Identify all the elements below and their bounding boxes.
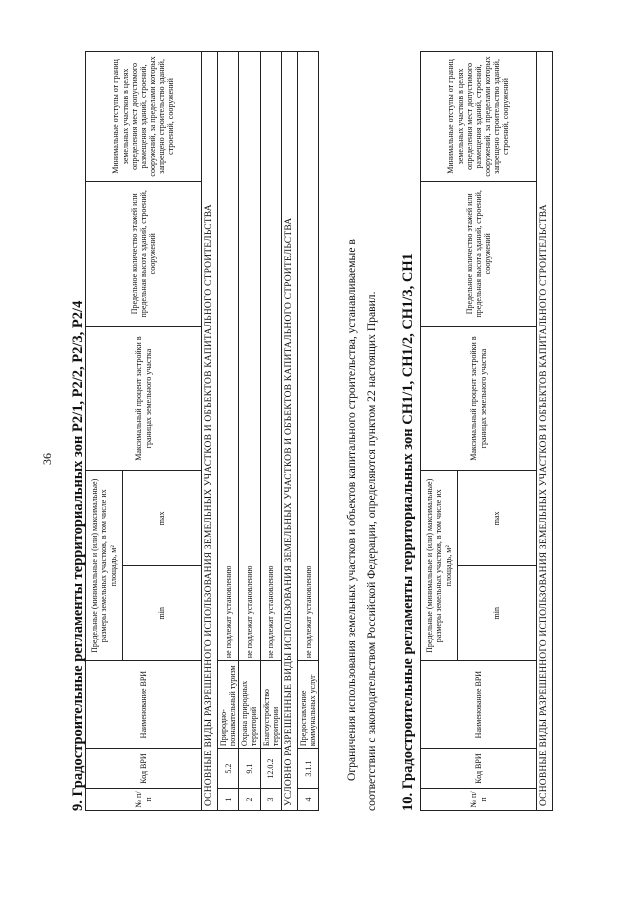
header-sizes: Предельные (минимальные и (или) максимальные) размеры земельных участков, в том числе их площадь, м² — [421, 471, 458, 661]
row-value: не подлежат установлению — [260, 52, 281, 661]
table-row — [239, 52, 260, 811]
row-name: Охрана природных территорий — [239, 661, 260, 749]
header-floors: Предельное количество этажей или предельная высота зданий, строений, сооружений — [86, 181, 202, 326]
row-num: 4 — [297, 789, 318, 811]
header-code: Код ВРИ — [86, 749, 202, 789]
regulations-table-10 — [420, 51, 553, 811]
row-name: Природно-познавательный туризм — [217, 661, 238, 749]
table-row — [260, 52, 281, 811]
header-num: № п/п — [421, 789, 537, 811]
row-num: 3 — [260, 789, 281, 811]
section-main-label: ОСНОВНЫЕ ВИДЫ РАЗРЕШЕННОГО ИСПОЛЬЗОВАНИЯ ЗЕМЕЛЬНЫХ УЧАСТКОВ И ОБЪЕКТОВ КАПИТАЛЬНОГО СТРОИТЕЛЬСТВА — [537, 52, 553, 811]
header-setbacks: Минимальные отступы от границ земельных участков в целях определения мест допустимого размещения зданий, строений, сооружений, за пределами которых запрещено строительство зданий, строений, сооружений — [86, 52, 202, 182]
header-percent: Максимальный процент застройки в границах земельного участка — [421, 326, 537, 471]
header-sizes: Предельные (минимальные и (или) максимальные) размеры земельных участков, в том числе их площадь, м² — [86, 471, 123, 661]
page-number: 36 — [40, 453, 54, 465]
row-code: 3.1.1 — [297, 749, 318, 789]
section10-title: 10. Градостроительные регламенты территориальных зон СН1/1, СН1/2, СН1/3, СН1 — [400, 253, 416, 811]
header-name: Наименование ВРИ — [86, 661, 202, 749]
header-name: Наименование ВРИ — [421, 661, 537, 749]
header-max: max — [123, 471, 202, 566]
table-row — [297, 52, 318, 811]
paragraph-line-1: Ограничения использования земельных участков и объектов капитального строительства, устанавливаемые в — [345, 239, 358, 781]
section9-title: 9. Градостроительные регламенты территориальных зон Р2/1, Р2/2, Р2/3, Р2/4 — [70, 300, 86, 811]
restrictions-paragraph — [342, 51, 382, 811]
regulations-table-9 — [85, 51, 319, 811]
header-setbacks: Минимальные отступы от границ земельных участков в целях определения мест допустимого размещения зданий, строений, сооружений, за пределами которых запрещено строительство зданий, строений, сооружений — [421, 52, 537, 182]
paragraph-line-2: соответствии с законодательством Российской Федерации, определяются пунктом 22 настоящих Правил. — [365, 291, 378, 811]
header-num: № п/п — [86, 789, 202, 811]
row-code: 5.2 — [217, 749, 238, 789]
row-name: Благоустройство территории — [260, 661, 281, 749]
header-min: min — [123, 566, 202, 661]
row-code: 9.1 — [239, 749, 260, 789]
section-main-label: ОСНОВНЫЕ ВИДЫ РАЗРЕШЕННОГО ИСПОЛЬЗОВАНИЯ ЗЕМЕЛЬНЫХ УЧАСТКОВ И ОБЪЕКТОВ КАПИТАЛЬНОГО СТРОИТЕЛЬСТВА — [202, 52, 218, 811]
header-floors: Предельное количество этажей или предельная высота зданий, строений, сооружений — [421, 181, 537, 326]
header-code: Код ВРИ — [421, 749, 537, 789]
row-code: 12.0.2 — [260, 749, 281, 789]
row-num: 2 — [239, 789, 260, 811]
row-value: не подлежат установлению — [297, 52, 318, 661]
section-cond-label: УСЛОВНО РАЗРЕШЕННЫЕ ВИДЫ ИСПОЛЬЗОВАНИЯ ЗЕМЕЛЬНЫХ УЧАСТКОВ И ОБЪЕКТОВ КАПИТАЛЬНОГО СТРОИТЕЛЬСТВА — [282, 52, 298, 811]
row-num: 1 — [217, 789, 238, 811]
header-max: max — [458, 471, 537, 566]
header-min: min — [458, 566, 537, 661]
table-row — [217, 52, 238, 811]
row-name: Предоставление коммунальных услуг — [297, 661, 318, 749]
row-value: не подлежат установлению — [239, 52, 260, 661]
row-value: не подлежат установлению — [217, 52, 238, 661]
header-percent: Максимальный процент застройки в границах земельного участка — [86, 326, 202, 471]
